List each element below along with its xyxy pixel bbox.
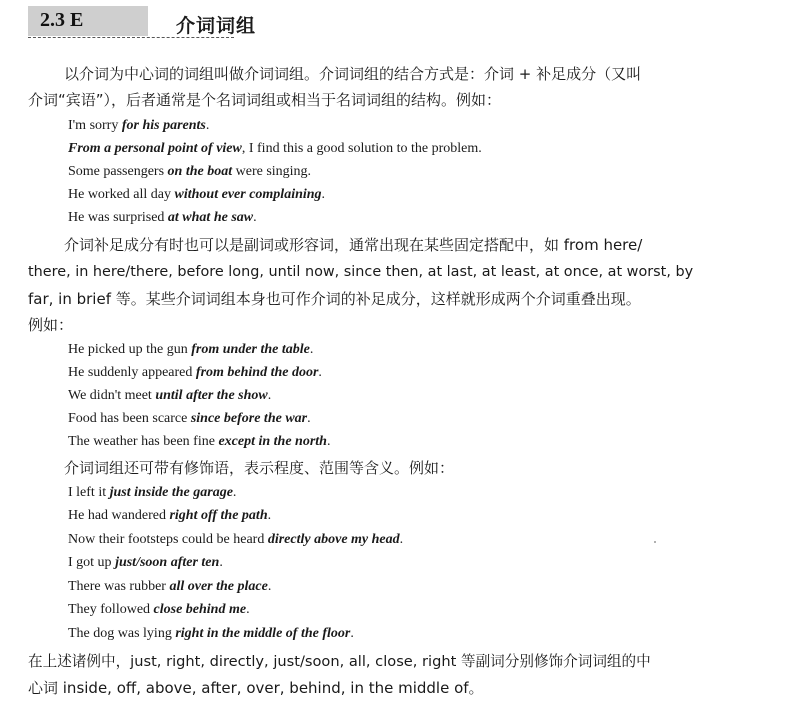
example-highlight: for his parents — [121, 118, 206, 133]
example-sentence: From a personal point of view, I find this a good solution to the problem. — [68, 141, 482, 156]
example-sentence: There was rubber all over the place. — [68, 579, 272, 594]
section-title: 介词词组 — [176, 15, 257, 37]
example-sentence: He worked all day without ever complaining. — [68, 187, 326, 202]
example-sentence: The dog was lying right in the middle of the floor. — [68, 626, 354, 641]
para2-line-1: 介词补足成分有时也可以是副词或形容词，通常出现在某些固定搭配中，如 from here/ — [64, 236, 643, 254]
example-sentence: Some passengers on the boat were singing. — [68, 164, 312, 179]
example-sentence: The weather has been fine except in the north. — [68, 434, 331, 449]
example-highlight: on the boat — [167, 164, 233, 179]
example-highlight: all over the place — [169, 579, 268, 594]
example-highlight: without ever complaining — [174, 187, 322, 202]
example-highlight: From a personal point of view — [68, 141, 242, 156]
para2-line-2: there, in here/there, before long, until now, since then, at last, at least, at once, at worst, by — [28, 264, 694, 280]
example-highlight: from under the table — [191, 342, 310, 357]
example-sentence: He was surprised at what he saw. — [68, 210, 257, 225]
example-highlight: until after the show — [155, 388, 268, 403]
example-sentence: I left it just inside the garage. — [68, 485, 237, 500]
example-highlight: directly above my head — [267, 532, 400, 547]
example-sentence: He suddenly appeared from behind the door. — [68, 365, 322, 380]
intro-line-1: 以介词为中心词的词组叫做介词词组。介词词组的结合方式是：介词 + 补足成分（又叫 — [64, 65, 642, 83]
header-rule — [28, 37, 234, 38]
example-sentence: I'm sorry for his parents. — [68, 118, 210, 133]
scan-speck — [654, 541, 656, 543]
example-sentence: They followed close behind me. — [68, 602, 250, 617]
example-sentence: Food has been scarce since before the war. — [68, 411, 311, 426]
example-highlight: right in the middle of the floor — [175, 626, 351, 641]
example-sentence: He had wandered right off the path. — [68, 508, 272, 523]
example-highlight: just/soon after ten — [115, 555, 220, 570]
para2-line-4: 例如： — [28, 316, 74, 334]
section-number-box — [28, 6, 148, 36]
conclusion-line-1: 在上述诸例中，just, right, directly, just/soon, all, close, right 等副词分别修饰介词词组的中 — [28, 653, 651, 670]
example-highlight: since before the war — [190, 411, 308, 426]
example-sentence: He picked up the gun from under the table. — [68, 342, 314, 357]
example-highlight: close behind me — [153, 602, 247, 617]
para3-line-1: 介词词组还可带有修饰语，表示程度、范围等含义。例如： — [64, 459, 455, 477]
example-highlight: from behind the door — [195, 365, 319, 380]
section-number: 2.3 E — [40, 9, 84, 31]
example-sentence: We didn't meet until after the show. — [68, 388, 272, 403]
section-header — [28, 6, 797, 40]
example-highlight: at what he saw — [167, 210, 254, 225]
conclusion-line-2: 心词 inside, off, above, after, over, behind, in the middle of。 — [28, 679, 484, 697]
example-highlight: just inside the garage — [109, 485, 233, 500]
example-sentence: Now their footsteps could be heard directly above my head. — [68, 532, 404, 547]
example-sentence: I got up just/soon after ten. — [68, 555, 223, 570]
para2-line-3: far, in brief 等。某些介词词组本身也可作介词的补足成分，这样就形成两个介词重叠出现。 — [28, 290, 641, 308]
example-highlight: except in the north — [218, 434, 327, 449]
example-highlight: right off the path — [169, 508, 268, 523]
intro-line-2: 介词“宾语”），后者通常是个名词词组或相当于名词词组的结构。例如： — [28, 91, 502, 109]
